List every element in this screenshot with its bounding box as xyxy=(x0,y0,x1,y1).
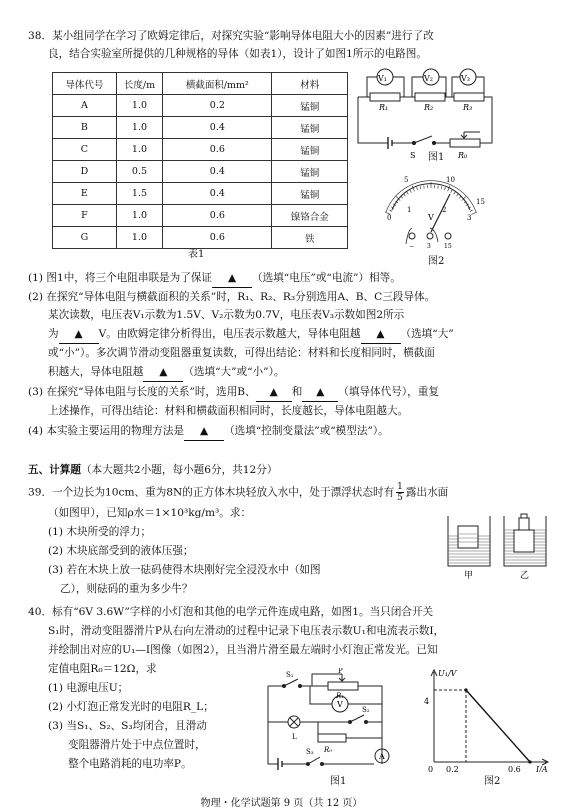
r3-label: R₃ xyxy=(463,103,473,112)
dial-tick xyxy=(410,190,411,193)
r0-label: R₀ xyxy=(324,746,333,754)
q39-sub3a: (3) 若在木块上放一砝码使得木块刚好完全浸没水中（如图 xyxy=(48,564,321,576)
q40-fig1-caption: 图1 xyxy=(330,776,347,787)
table-cell: 1.0 xyxy=(116,95,162,117)
answer-blank: ▲ xyxy=(302,384,338,402)
table-cell: 0.2 xyxy=(163,95,272,117)
dial-tick xyxy=(407,192,409,195)
table-cell: 0.4 xyxy=(163,183,272,205)
table-caption: 表1 xyxy=(188,249,205,260)
section-desc: （本大题共2小题，每小题6分，共12分） xyxy=(80,464,278,476)
dial-tick-label: 15 xyxy=(476,198,485,206)
s2-label: S₂ xyxy=(362,706,370,714)
table-cell: 1.0 xyxy=(116,139,162,161)
r1-label: R₁ xyxy=(336,692,345,700)
table-cell: 镍铬合金 xyxy=(272,205,348,227)
q38-part3-pre: (3) 在探究“导体电阻与长度的关系”时，选用B、 xyxy=(28,386,256,398)
table-cell: 1.0 xyxy=(116,227,162,249)
x-tick-label: 0.2 xyxy=(446,765,459,772)
x-tick-label: 0.6 xyxy=(508,765,521,772)
answer-blank: ▲ xyxy=(143,364,183,382)
resistor-r2-icon xyxy=(415,93,445,101)
resistor-r0-icon xyxy=(318,734,346,742)
answer-blank: ▲ xyxy=(184,423,224,441)
fraction xyxy=(396,482,404,503)
r2-label: R₂ xyxy=(424,103,434,112)
table-header: 横截面积/mm² xyxy=(163,73,272,95)
q38-part2-line3-end: （选填“大” xyxy=(400,328,454,340)
q38-part3-line2: 上述操作，可得出结论：材料和横截面积相同时，长度越长，导体电阻越大。 xyxy=(48,405,409,417)
q38-part3-line1 xyxy=(28,384,439,402)
v3-label: V₃ xyxy=(461,74,470,83)
series-line xyxy=(466,690,530,762)
v2-label: V₂ xyxy=(424,74,433,83)
q40-sub2: (2) 小灯泡正常发光时的电阻R_L； xyxy=(48,701,214,713)
q40-sub3b: 变阻器滑片处于中点位置时， xyxy=(68,739,206,751)
data-point xyxy=(464,688,467,691)
table-cell: 0.6 xyxy=(163,227,272,249)
switch-label: S xyxy=(410,151,416,160)
dial-tick xyxy=(457,194,459,196)
terminal-icon xyxy=(409,233,415,239)
resistor-r1-icon xyxy=(370,93,400,101)
y-axis-label: U₁/V xyxy=(438,669,457,678)
q38-fig2-caption: 图2 xyxy=(428,256,445,267)
table-cell: 1.0 xyxy=(116,117,162,139)
q38-part4 xyxy=(28,423,389,441)
q38-part2-line1: (2) 在探究“导体电阻与横截面积的关系”时，R₁、R₂、R₃分别选用A、B、C三段导体。 xyxy=(28,291,436,303)
q38-part2-line5-post: （选填“大”或“小”）。 xyxy=(183,366,285,378)
dial-tick xyxy=(441,186,442,189)
v1-label: V₁ xyxy=(378,74,387,83)
table-cell: 锰铜 xyxy=(272,117,348,139)
dial-tick-label: 2 xyxy=(442,206,447,214)
page-footer: 物理・化学试题第 9 页（共 12 页） xyxy=(200,798,363,809)
q39-sub1: (1) 木块所受的浮力； xyxy=(48,526,152,538)
table-header: 导体代号 xyxy=(53,73,117,95)
table-cell: A xyxy=(53,95,117,117)
table-cell: C xyxy=(53,139,117,161)
dial-tick-label: 3 xyxy=(467,214,472,222)
table-cell: D xyxy=(53,161,117,183)
wood-block-icon xyxy=(514,530,534,552)
resistor-r3-icon xyxy=(454,93,484,101)
q40-line2: S₁时，滑动变阻器滑片P从右向左滑动的过程中记录下电压表示数U₁和电流表示数I， xyxy=(48,625,445,637)
q38-part2-line5-pre: 积越大，导体电阻越 xyxy=(48,366,144,378)
voltmeter-dial-figure xyxy=(372,170,492,250)
q39-line1-post: 露出水面 xyxy=(405,486,449,499)
dial-tick xyxy=(420,186,421,189)
q38-part2-line3 xyxy=(48,326,454,344)
dial-tick-label: 0 xyxy=(387,214,392,222)
rheostat-r1-icon xyxy=(328,682,358,690)
answer-blank: ▲ xyxy=(256,384,292,402)
s1-label: S₁ xyxy=(286,671,294,679)
table-header: 长度/m xyxy=(116,73,162,95)
section-heading xyxy=(28,462,277,479)
dial-tick-label: 10 xyxy=(446,176,455,184)
answer-blank: ▲ xyxy=(59,326,99,344)
dial-tick xyxy=(454,192,456,195)
q38-part3-post: （填导体代号），重复 xyxy=(338,386,439,398)
q38-part4-post: （选填“控制变量法”或“模型法”）。 xyxy=(224,425,389,437)
weight-icon xyxy=(519,518,529,530)
r1-label: R₁ xyxy=(379,103,389,112)
x-axis-label: I/A xyxy=(536,765,548,772)
p-label: P xyxy=(338,668,343,675)
q38-part1-post: （选填“电压”或“电流”）相等。 xyxy=(252,272,401,284)
q40-fig2-caption: 图2 xyxy=(484,776,501,787)
q39-line1 xyxy=(28,482,448,503)
q38-stem-line2: 良，结合实验室所提供的几种规格的导体（如表1），设计了如图1所示的电路图。 xyxy=(48,48,427,60)
q40-line1: 40．标有“6V 3.6W”字样的小灯泡和其他的电学元件连成电路，如图1。当只闭合开关 xyxy=(28,606,434,618)
q40-sub3c: 整个电路消耗的电功率P。 xyxy=(68,758,192,770)
a-label: A xyxy=(379,752,385,761)
terminal-icon xyxy=(445,233,451,239)
terminal-icon xyxy=(427,233,433,239)
table-cell: 0.6 xyxy=(163,139,272,161)
table-row xyxy=(53,161,348,183)
dial-tick xyxy=(459,196,461,198)
table-cell: B xyxy=(53,117,117,139)
table-cell: 0.5 xyxy=(116,161,162,183)
dial-tick xyxy=(470,210,473,211)
r0-label: R₀ xyxy=(458,151,468,160)
table-cell: 1.5 xyxy=(116,183,162,205)
y-axis xyxy=(431,670,437,762)
table-cell: E xyxy=(53,183,117,205)
table-cell: 锰铜 xyxy=(272,183,348,205)
fraction-denominator: 5 xyxy=(397,493,403,503)
table-row xyxy=(53,95,348,117)
y-tick-label: 4 xyxy=(424,697,430,706)
fig-a-label: 甲 xyxy=(464,571,474,580)
dial-tick-label: 5 xyxy=(404,176,409,184)
q38-stem-line1: 38．某小组同学在学习了欧姆定律后，对探究实验“影响导体电阻大小的因素”进行了改 xyxy=(28,30,434,42)
table-header: 材料 xyxy=(272,73,348,95)
q38-part2-line4: 或“小”）。多次调节滑动变阻器重复读数，可得出结论：材料和长度相同时，横截面 xyxy=(48,347,435,359)
q38-circuit-figure xyxy=(352,64,552,168)
table-cell: 锰铜 xyxy=(272,161,348,183)
fraction-numerator: 1 xyxy=(397,482,403,492)
dial-tick xyxy=(471,212,477,214)
q38-part3-mid: 和 xyxy=(291,386,303,398)
dial-tick xyxy=(401,196,403,198)
terminal-label: 3 xyxy=(427,243,431,250)
table-cell: 0.4 xyxy=(163,161,272,183)
table-cell: 0.6 xyxy=(163,205,272,227)
dial-tick-label: 1 xyxy=(407,206,412,214)
q38-part1-pre: (1) 图1中，将三个电阻串联是为了保证 xyxy=(28,272,213,284)
q39-sub3b: 乙），则砝码的重为多少牛？ xyxy=(60,583,193,595)
q40-line4: 定值电阻R₀＝12Ω，求 xyxy=(48,663,157,675)
q38-part4-pre: (4) 本实验主要运用的物理方法是 xyxy=(28,425,185,437)
q40-sub1: (1) 电源电压U； xyxy=(48,682,129,694)
x-tick-label: 0 xyxy=(428,765,434,772)
q38-part2-line3-pre: 为 xyxy=(48,328,59,340)
q38-part2-line5 xyxy=(48,364,284,382)
dial-tick xyxy=(389,210,392,211)
table-cell: 0.4 xyxy=(163,117,272,139)
q38-part1 xyxy=(28,270,401,288)
q39-line2: （如图甲），已知ρ水＝1×10³kg/m³。求： xyxy=(48,507,252,519)
l-label: L xyxy=(292,733,297,741)
table-header-row xyxy=(53,73,348,95)
needle-icon xyxy=(431,194,450,232)
s3-label: S₃ xyxy=(306,748,314,756)
table-row xyxy=(53,205,348,227)
q40-line3: 并绘制出对应的U₁—I图像（如图2），且当滑片滑至最左端时小灯泡正常发光。已知 xyxy=(48,644,438,656)
dial-tick xyxy=(451,190,452,193)
terminal-label: 15 xyxy=(444,243,452,250)
beaker-figures xyxy=(444,508,552,580)
conductor-table xyxy=(52,72,348,249)
dial-tick xyxy=(412,186,414,192)
q38-part2-line3-mid: V。由欧姆定律分析得出，电压表示数越大，导体电阻越 xyxy=(98,328,361,340)
table-cell: 1.0 xyxy=(116,205,162,227)
fig-b-label: 乙 xyxy=(520,571,530,580)
u1-i-graph xyxy=(418,666,556,772)
q40-sub3a: (3) 当S₁、S₂、S₃均闭合，且滑动 xyxy=(48,720,207,732)
v-label: V xyxy=(337,700,343,709)
dial-unit-label: V xyxy=(428,213,434,222)
dial-tick xyxy=(417,187,418,190)
table-row xyxy=(53,139,348,161)
q38-fig1-caption: 图1 xyxy=(428,152,445,163)
table-row xyxy=(53,183,348,205)
table-cell: F xyxy=(53,205,117,227)
table-cell: 锰铜 xyxy=(272,95,348,117)
dial-tick xyxy=(404,194,406,196)
table-cell: 锰铜 xyxy=(272,139,348,161)
answer-blank: ▲ xyxy=(212,270,252,288)
table-cell: G xyxy=(53,227,117,249)
table-row xyxy=(53,117,348,139)
q38-part2-line2: 某次读数，电压表V₁示数为1.5V、V₂示数为0.7V，电压表V₃示数如图2所示 xyxy=(48,309,405,321)
section-title: 五、计算题 xyxy=(28,464,81,476)
terminal-label: − xyxy=(409,243,415,250)
q39-line1-pre: 39．一个边长为10cm、重为8N的正方体木块轻放入水中，处于漂浮状态时有 xyxy=(28,486,395,499)
dial-tick xyxy=(448,186,450,192)
table-cell: 铁 xyxy=(272,227,348,249)
data-point xyxy=(528,760,531,763)
wood-block-icon xyxy=(458,526,478,548)
rheostat-r0-icon xyxy=(450,139,480,147)
dial-tick xyxy=(444,187,445,190)
answer-blank: ▲ xyxy=(361,326,401,344)
q39-sub2: (2) 木块底部受到的液体压强； xyxy=(48,545,194,557)
q40-circuit-figure xyxy=(262,668,414,776)
